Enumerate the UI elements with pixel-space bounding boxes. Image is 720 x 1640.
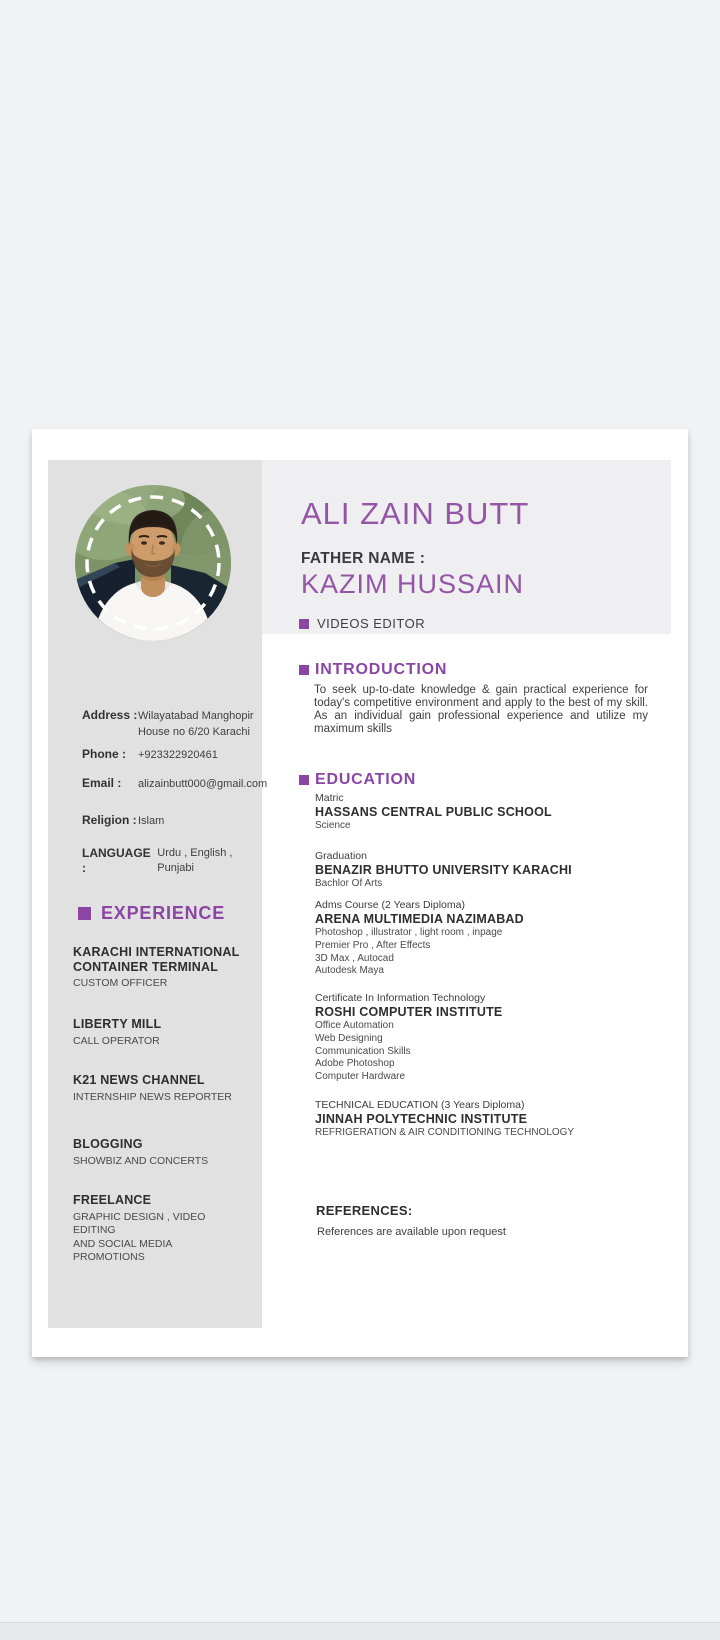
- square-bullet-icon: [299, 775, 309, 785]
- exp-role: CALL OPERATOR: [73, 1034, 160, 1047]
- experience-entry-k21: [73, 1073, 241, 1104]
- role-label: VIDEOS EDITOR: [317, 616, 426, 631]
- info-row-religion: [82, 813, 164, 829]
- exp-org: K21 NEWS CHANNEL: [73, 1073, 205, 1087]
- edu-level: Matric: [315, 792, 344, 804]
- person-name: ALI ZAIN BUTT: [301, 496, 530, 531]
- info-value: [138, 708, 254, 740]
- section-header-education: [299, 771, 416, 789]
- edu-detail: Communication Skills: [315, 1045, 411, 1057]
- education-entry-certificate-it: [315, 991, 665, 1084]
- info-label: LANGUAGE :: [82, 846, 151, 875]
- sidebar: [48, 460, 268, 1328]
- square-bullet-icon: [299, 619, 309, 629]
- edu-institute: ROSHI COMPUTER INSTITUTE: [315, 1005, 503, 1019]
- edu-level: Certificate In Information Technology: [315, 992, 486, 1004]
- edu-detail: Bachlor Of Arts: [315, 878, 383, 889]
- info-value: +923322920461: [138, 749, 218, 761]
- edu-detail: REFRIGERATION & AIR CONDITIONING TECHNOLOGY: [315, 1127, 575, 1138]
- references-text: References are available upon request: [317, 1226, 506, 1238]
- role-row: [299, 616, 425, 631]
- education-entry-technical: [315, 1098, 665, 1140]
- edu-institute: BENAZIR BHUTTO UNIVERSITY KARACHI: [315, 863, 572, 877]
- father-name: KAZIM HUSSAIN: [301, 569, 525, 599]
- edu-detail: Premier Pro , After Effects: [315, 939, 431, 951]
- section-header-experience: [78, 903, 225, 923]
- exp-role: CUSTOM OFFICER: [73, 977, 168, 989]
- section-title: INTRODUCTION: [315, 661, 448, 678]
- edu-detail: Autodesk Maya: [315, 965, 384, 977]
- edu-detail: Science: [315, 820, 351, 831]
- edu-institute: ARENA MULTIMEDIA NAZIMABAD: [315, 912, 524, 926]
- edu-level: Graduation: [315, 850, 367, 862]
- exp-role: SHOWBIZ AND CONCERTS: [73, 1154, 209, 1167]
- exp-org: LIBERTY MILL: [73, 1017, 162, 1031]
- edu-institute: JINNAH POLYTECHNIC INSTITUTE: [315, 1112, 528, 1126]
- info-label: Phone :: [82, 747, 126, 761]
- edu-detail: Web Designing: [315, 1032, 383, 1044]
- info-label: Religion :: [82, 813, 137, 827]
- education-entry-matric: [315, 791, 665, 833]
- education-entry-adms-course: [315, 898, 665, 978]
- address-line: Wilayatabad Manghopir: [138, 710, 254, 722]
- edu-detail: Photoshop , illustrator , light room , inpage: [315, 927, 503, 938]
- info-label: Address :: [82, 708, 138, 722]
- section-header-introduction: [299, 661, 447, 679]
- edu-institute: HASSANS CENTRAL PUBLIC SCHOOL: [315, 805, 552, 819]
- info-row-email: [82, 776, 267, 792]
- info-value: alizainbutt000@gmail.com: [138, 778, 268, 790]
- square-bullet-icon: [299, 665, 309, 675]
- exp-org: CONTAINER TERMINAL: [73, 959, 219, 974]
- experience-entry-kict: [73, 945, 241, 991]
- info-row-phone: [82, 747, 218, 763]
- edu-detail: Adobe Photoshop: [315, 1058, 395, 1070]
- profile-photo: [75, 485, 231, 641]
- resume-page: [32, 429, 688, 1357]
- bottom-bar: [0, 1622, 720, 1640]
- intro-paragraph: To seek up-to-date knowledge & gain practical experience for today's competitive environment and apply to the best of my skill. As an individual gain professional experience and utilize my maximum skills: [314, 684, 648, 735]
- exp-role: AND SOCIAL MEDIA PROMOTIONS: [73, 1237, 172, 1263]
- info-row-language: [82, 846, 262, 876]
- edu-detail: Computer Hardware: [315, 1071, 406, 1083]
- exp-role: GRAPHIC DESIGN , VIDEO EDITING: [73, 1210, 206, 1236]
- exp-org: BLOGGING: [73, 1137, 143, 1151]
- edu-detail: 3D Max , Autocad: [315, 952, 394, 964]
- info-value: Islam: [138, 815, 165, 827]
- section-title: EXPERIENCE: [101, 903, 226, 923]
- profile-photo-image: [75, 485, 231, 641]
- address-line: House no 6/20 Karachi: [138, 726, 250, 738]
- experience-entry-blogging: [73, 1137, 241, 1168]
- father-name-label: FATHER NAME :: [301, 550, 426, 567]
- references-title: REFERENCES:: [316, 1203, 413, 1218]
- experience-entry-freelance: [73, 1193, 241, 1265]
- edu-level: Adms Course (2 Years Diploma): [315, 899, 465, 911]
- exp-org: FREELANCE: [73, 1193, 152, 1207]
- edu-level: TECHNICAL EDUCATION (3 Years Diploma): [315, 1099, 525, 1111]
- section-title: EDUCATION: [315, 771, 417, 788]
- exp-org: KARACHI INTERNATIONAL: [73, 945, 240, 959]
- header-block: [262, 460, 671, 634]
- education-entry-graduation: [315, 849, 665, 891]
- info-label: Email :: [82, 776, 122, 790]
- experience-entry-liberty-mill: [73, 1017, 241, 1048]
- edu-detail: Office Automation: [315, 1020, 394, 1031]
- info-value: Urdu , English , Punjabi: [157, 847, 233, 874]
- info-row-address: [82, 708, 254, 740]
- exp-role: INTERNSHIP NEWS REPORTER: [73, 1090, 232, 1103]
- square-bullet-icon: [78, 907, 91, 920]
